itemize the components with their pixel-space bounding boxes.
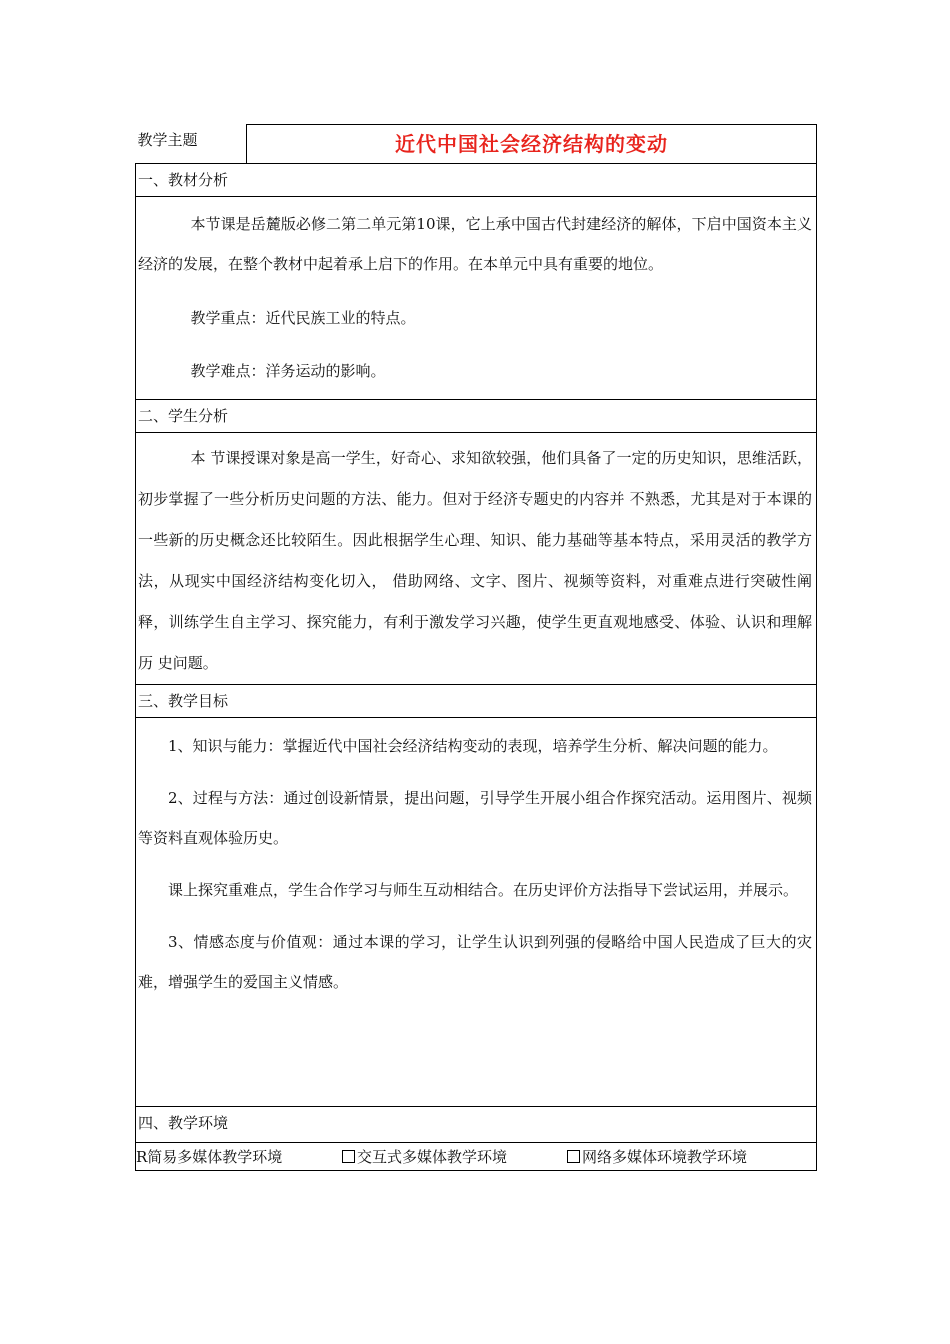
env-option-interactive[interactable]: [342, 1147, 567, 1167]
topic-row: [136, 125, 817, 164]
checkbox-icon[interactable]: [567, 1150, 580, 1163]
env-option-network[interactable]: [567, 1147, 747, 1167]
env-option-simple[interactable]: [136, 1147, 342, 1167]
goal-knowledge: 1、知识与能力：掌握近代中国社会经济结构变动的表现，培养学生分析、解决问题的能力。: [168, 737, 778, 755]
goals-heading: 三、教学目标: [136, 685, 817, 718]
goals-body-row: [136, 718, 817, 1107]
environment-heading-row: [136, 1107, 817, 1143]
students-heading: 二、学生分析: [136, 400, 817, 433]
lesson-plan-sheet: [135, 124, 816, 1171]
textbook-heading: 一、教材分析: [136, 164, 817, 197]
topic-label: 教学主题: [137, 130, 198, 149]
lesson-plan-table: [135, 124, 817, 1171]
env-option-network-label: 网络多媒体环境教学环境: [582, 1148, 748, 1166]
textbook-key-point: 教学重点：近代民族工业的特点。: [190, 309, 416, 327]
topic-title: 近代中国社会经济结构的变动: [247, 125, 817, 164]
environment-options: [136, 1143, 817, 1171]
students-heading-row: [136, 400, 817, 433]
students-text: 本 节课授课对象是高一学生，好奇心、求知欲较强，他们具备了一定的历史知识，思维活跃，初步掌握了一些分析历史问题的方法、能力。但对于经济专题史的内容并 不熟悉，尤其是对于本课的一些新的历史概念还比较陌生。因此根据学生心理、知识、能力基础等基本特点，采用灵活的教学方法，从现实中国经济结构变化切入， 借助网络、文字、图片、视频等资料，对重难点进行突破性阐释，训练学生自主学习、探究能力，有利于激发学习兴趣，使学生更直观地感受、体验、认识和理解历 史问题。: [138, 449, 812, 672]
env-option-simple-mark: R: [136, 1148, 148, 1166]
textbook-body-row: [136, 197, 817, 400]
env-option-simple-label: 简易多媒体教学环境: [147, 1148, 283, 1166]
goals-heading-row: [136, 685, 817, 718]
goal-exploration: 课上探究重难点，学生合作学习与师生互动相结合。在历史评价方法指导下尝试运用，并展示。: [168, 881, 799, 899]
textbook-heading-row: [136, 164, 817, 197]
checkbox-icon[interactable]: [342, 1150, 355, 1163]
goal-process: 2、过程与方法：通过创设新情景，提出问题，引导学生开展小组合作探究活动。运用图片、视频等资料直观体验历史。: [138, 789, 812, 847]
environment-heading: 四、教学环境: [136, 1107, 817, 1143]
textbook-body: [136, 197, 817, 400]
textbook-intro: 本节课是岳麓版必修二第二单元第10课，它上承中国古代封建经济的解体，下启中国资本主义经济的发展，在整个教材中起着承上启下的作用。在本单元中具有重要的地位。: [138, 215, 812, 273]
students-body: [136, 433, 817, 685]
goal-values: 3、情感态度与价值观：通过本课的学习，让学生认识到列强的侵略给中国人民造成了巨大的灾难，增强学生的爱国主义情感。: [138, 933, 812, 991]
textbook-difficulty: 教学难点：洋务运动的影响。: [190, 362, 386, 380]
env-option-interactive-label: 交互式多媒体教学环境: [357, 1148, 508, 1166]
students-body-row: [136, 433, 817, 685]
goals-body: [136, 718, 817, 1107]
environment-options-row: [136, 1143, 817, 1171]
